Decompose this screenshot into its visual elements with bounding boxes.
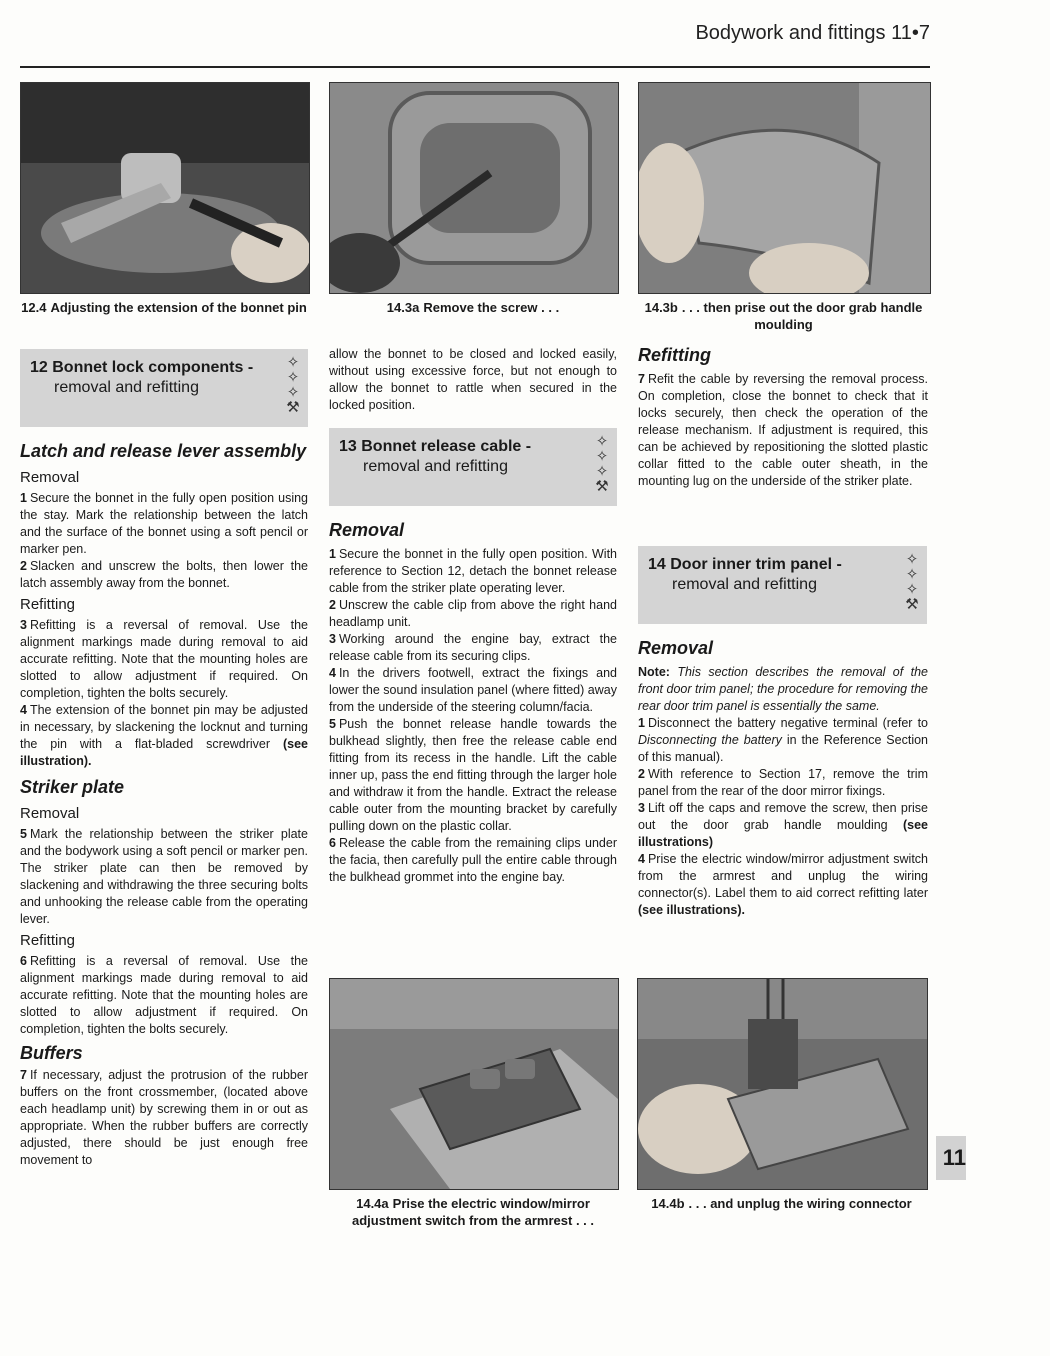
- para-1: 1 Disconnect the battery negative terminal (refer to Disconnecting the battery in the Reference Section of this manual).: [638, 716, 928, 764]
- para-1: 1 Secure the bonnet in the fully open position. With reference to Section 12, detach the bonnet release cable from the striker plate operating lever.: [329, 547, 617, 595]
- para-2: 2 Unscrew the cable clip from above the right hand headlamp unit.: [329, 598, 617, 629]
- section-title-13: 13 Bonnet release cable -: [339, 438, 532, 455]
- para-5: 5 Mark the relationship between the striker plate and the bodywork using a soft pencil or marker pen. The striker plate can then be removed by slackening and withdrawing the three securing bolts and unhooking the release cable from the operating lever.: [20, 827, 308, 926]
- section-header-14: [638, 546, 927, 624]
- para-6: 6 Release the cable from the remaining clips under the facia, then carefully pull the entire cable through the bulkhead grommet into the engine bay.: [329, 836, 617, 884]
- para-4: 4 In the drivers footwell, extract the fixings and lower the sound insulation panel (where fitted) away from the underside of the steering column/facia.: [329, 666, 617, 714]
- caption-14-3b: 14.3b . . . then prise out the door grab handle moulding: [644, 300, 923, 332]
- para-6: 6 Refitting is a reversal of removal. Use the alignment markings made during removal to aid accurate refitting. Note that the mounting holes are slotted to allow adjustment if required. On completion, tighten the bolts securely.: [20, 954, 308, 1036]
- heading-latch: Latch and release lever assembly: [20, 441, 307, 461]
- header-rule: [20, 66, 930, 68]
- heading-removal: Removal: [20, 805, 80, 822]
- section-subtitle-13: removal and refitting: [363, 458, 508, 475]
- caption-14-4b: 14.4b . . . and unplug the wiring connector: [651, 1196, 912, 1211]
- column-2-top: [329, 346, 617, 414]
- chapter-thumb-tab: 11: [936, 1136, 966, 1180]
- spanner-difficulty-icon: ✧ ✧ ✧ ⚒: [905, 551, 919, 613]
- para-7: 7 If necessary, adjust the protrusion of the rubber buffers on the front crossmember, (located above each headlamp unit) by screwing them in or out as appropriate. When the rubber buffers are correctly adjusted, there should be just enough free movement to: [20, 1068, 308, 1167]
- section-header-12: [20, 349, 308, 427]
- section-subtitle-12: removal and refitting: [54, 379, 199, 396]
- photo-14-4b: [637, 978, 928, 1190]
- para-4: 4 Prise the electric window/mirror adjustment switch from the armrest and unplug the wiring connector(s). Label them to aid correct refitting later (see illustrations).: [638, 852, 928, 917]
- para-3: 3 Refitting is a reversal of removal. Use the alignment markings made during removal to aid accurate refitting. Note that the mounting holes are slotted to allow adjustment if required. On completion, tighten the bolts securely.: [20, 618, 308, 700]
- para-continued: allow the bonnet to be closed and locked easily, without using excessive force, but not enough to allow the bonnet to rattle when secured in the locked position.: [329, 347, 617, 412]
- section-subtitle-14: removal and refitting: [672, 576, 817, 593]
- para-4: 4 The extension of the bonnet pin may be adjusted in necessary, by slackening the locknut and turning the pin with a flat-bladed screwdriver (see illustration).: [20, 703, 309, 768]
- spanner-difficulty-icon: ✧ ✧ ✧ ⚒: [286, 354, 300, 416]
- para-2: 2 With reference to Section 17, remove the trim panel from the rear of the door mirror fixings.: [638, 767, 928, 798]
- column-1: [20, 442, 308, 1169]
- column-3-top: [638, 346, 928, 490]
- heading-removal: Removal: [329, 520, 405, 540]
- para-3: 3 Lift off the caps and remove the screw, then prise out the door grab handle moulding (see illustrations): [638, 801, 928, 849]
- running-head: Bodywork and fittings 11•7: [695, 22, 930, 44]
- heading-buffers: Buffers: [20, 1043, 83, 1063]
- photo-14-4a: [329, 978, 619, 1190]
- para-1: 1 Secure the bonnet in the fully open position using the stay. Mark the relationship between the latch and the surface of the bonnet using a soft pencil or marker pen.: [20, 491, 308, 556]
- spanner-difficulty-icon: ✧ ✧ ✧ ⚒: [595, 433, 609, 495]
- column-3: [638, 639, 928, 919]
- heading-refitting: Refitting: [20, 932, 76, 949]
- caption-14-4a: 14.4a Prise the electric window/mirror adjustment switch from the armrest . . .: [352, 1196, 594, 1228]
- para-7: 7 Refit the cable by reversing the removal process. On completion, close the bonnet to check that it locks securely, then check the operation of the release mechanism. If adjustment is required, this can be achieved by repositioning the slotted plastic collar fitted to the cable outer sheath, in the mounting lug on the underside of the striker plate.: [638, 372, 928, 488]
- photo-14-3a: [329, 82, 619, 294]
- heading-refitting: Refitting: [638, 345, 711, 365]
- column-2: [329, 521, 617, 886]
- section-title-14: 14 Door inner trim panel -: [648, 556, 842, 573]
- heading-refitting: Refitting: [20, 596, 76, 613]
- heading-removal: Removal: [20, 469, 80, 486]
- para-5: 5 Push the bonnet release handle towards the bulkhead slightly, then free the release cable end fitting from its recess in the handle. Lift the cable inner up, pass the end fitting through the larger hole and withdraw it from the handle. Extract the release cable outer from the mounting bracket by carefully pulling down on the plastic collar.: [329, 717, 617, 833]
- heading-striker: Striker plate: [20, 777, 125, 797]
- caption-14-3a: 14.3a Remove the screw . . .: [386, 300, 560, 315]
- note: Note: This section describes the removal of the front door trim panel; the procedure for removing the rear door trim panel is essentially the same.: [638, 665, 928, 713]
- para-3: 3 Working around the engine bay, extract the release cable from its securing clips.: [329, 632, 617, 663]
- section-title-12: 12 Bonnet lock components -: [30, 359, 254, 376]
- photo-12-4: [20, 82, 310, 294]
- section-header-13: [329, 428, 617, 506]
- heading-removal: Removal: [638, 638, 714, 658]
- caption-12-4: 12.4 Adjusting the extension of the bonnet pin: [21, 300, 307, 315]
- photo-14-3b: [638, 82, 931, 294]
- para-2: 2 Slacken and unscrew the bolts, then lower the latch assembly away from the bonnet.: [20, 559, 308, 590]
